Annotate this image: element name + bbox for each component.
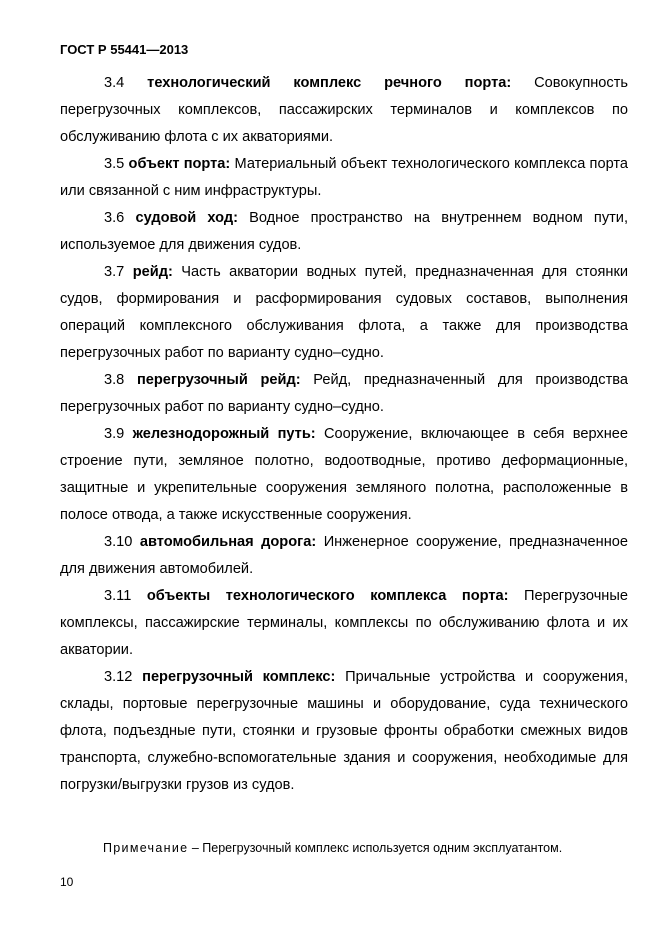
term-entry: [60, 259, 628, 367]
term-name: судовой ход:: [135, 210, 238, 226]
term-definition: Рейд, предназначенный для производства перегрузочных работ по варианту судно–судно.: [60, 372, 628, 415]
term-number: 3.10: [104, 534, 133, 550]
note: [103, 841, 562, 855]
term-entry: [60, 205, 628, 259]
term-name: рейд:: [132, 264, 173, 280]
term-number: 3.6: [104, 210, 125, 226]
term-entry: [60, 664, 628, 799]
term-name: технологический комплекс речного порта:: [147, 75, 512, 91]
term-number: 3.9: [104, 426, 125, 442]
term-definition: Водное пространство на внутреннем водном пути, используемое для движения судов.: [60, 210, 629, 253]
term-name: объекты технологического комплекса порта:: [146, 588, 509, 604]
term-definition: Совокупность перегрузочных комплексов, пассажирских терминалов и комплексов по обслуживанию флота с их акваториями.: [60, 75, 628, 145]
page-number: 10: [60, 875, 74, 889]
term-number: 3.11: [104, 588, 132, 604]
note-text: – Перегрузочный комплекс используется одним эксплуатантом.: [188, 841, 563, 855]
term-definition: Часть акватории водных путей, предназначенная для стоянки судов, формирования и расформирования судовых составов, выполнения операций комплексного обслуживания флота, а также для производства перегрузочных работ по варианту судно–судно.: [60, 264, 628, 361]
term-definition: Инженерное сооружение, предназначенное для движения автомобилей.: [60, 534, 628, 577]
term-definition: Причальные устройства и сооружения, склады, портовые перегрузочные машины и оборудование, суда технического флота, подъездные пути, стоянки и грузовые фронты обработки смежных видов транспорта, служебно-вспомогательные здания и сооружения, необходимые для погрузки/выгрузки грузов из судов.: [60, 669, 628, 793]
term-number: 3.5: [104, 156, 125, 172]
note-label: Примечание: [103, 841, 189, 855]
term-name: автомобильная дорога:: [139, 534, 317, 550]
term-entry: [60, 70, 628, 151]
term-number: 3.8: [104, 372, 125, 388]
term-entry: [60, 421, 628, 529]
term-number: 3.7: [104, 264, 125, 280]
term-name: перегрузочный комплекс:: [142, 669, 336, 685]
term-definition: Материальный объект технологического комплекса порта или связанной с ним инфраструктуры.: [60, 156, 629, 199]
term-entry: [60, 529, 628, 583]
term-number: 3.12: [104, 669, 133, 685]
term-name: объект порта:: [128, 156, 231, 172]
document-header: ГОСТ Р 55441—2013: [60, 42, 189, 57]
term-name: перегрузочный рейд:: [136, 372, 301, 388]
term-definition: Сооружение, включающее в себя верхнее строение пути, земляное полотно, водоотводные, противо деформационные, защитные и укрепительные сооружения земляного полотна, расположенные в полосе отвода, а также искусственные сооружения.: [60, 426, 629, 523]
term-entry: [60, 367, 628, 421]
term-number: 3.4: [104, 75, 125, 91]
document-body: [60, 70, 628, 799]
term-definition: Перегрузочные комплексы, пассажирские терминалы, комплексы по обслуживанию флота и их акватории.: [60, 588, 628, 658]
term-entry: [60, 583, 628, 664]
term-entry: [60, 151, 628, 205]
term-name: железнодорожный путь:: [132, 426, 316, 442]
